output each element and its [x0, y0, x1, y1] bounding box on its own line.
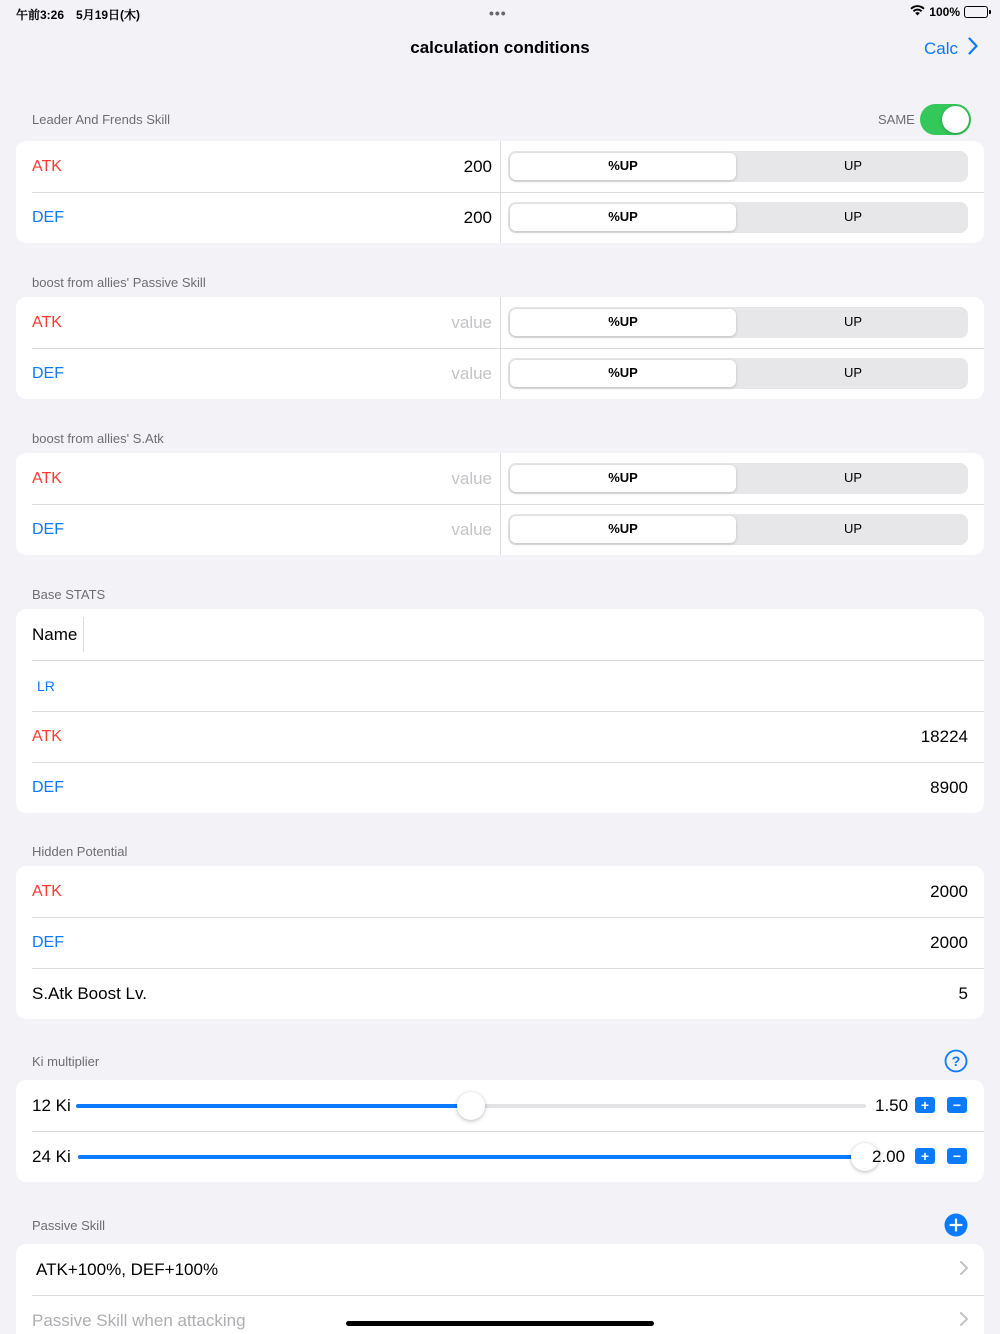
satk-boost-atk-label: ATK — [32, 469, 62, 487]
rarity-row[interactable] — [16, 660, 984, 711]
segment-up[interactable]: UP — [843, 470, 863, 485]
passive-boost-def-row — [16, 348, 984, 399]
same-toggle[interactable] — [920, 104, 971, 135]
ki-12-row — [16, 1080, 984, 1131]
segment-up[interactable]: UP — [843, 365, 863, 380]
satk-boost-atk-input[interactable]: value — [451, 468, 492, 488]
base-def-input[interactable]: 8900 — [930, 777, 968, 797]
calc-button[interactable] — [924, 37, 978, 60]
passive-boost-atk-segmented-control[interactable] — [508, 307, 968, 338]
satk-level-label: S.Atk Boost Lv. — [32, 983, 147, 1003]
satk-level-row — [16, 968, 984, 1019]
battery-icon — [964, 6, 988, 18]
passive-boost-def-segmented-control[interactable] — [508, 358, 968, 389]
passive-boost-card — [16, 297, 984, 399]
satk-boost-def-input[interactable]: value — [451, 519, 492, 539]
segment-percent-up[interactable]: %UP — [608, 470, 638, 485]
status-right — [910, 4, 988, 19]
ki-12-value: 1.50 — [875, 1095, 909, 1115]
passive-attacking-row[interactable] — [16, 1295, 984, 1334]
base-atk-label: ATK — [32, 727, 62, 745]
segment-percent-up[interactable]: %UP — [608, 158, 638, 173]
chevron-right-icon — [960, 1310, 968, 1331]
navigation-bar — [0, 30, 1000, 70]
rarity-value[interactable]: LR — [37, 677, 55, 694]
hidden-card — [16, 866, 984, 1019]
leader-def-label: DEF — [32, 208, 64, 226]
satk-boost-atk-segmented-control[interactable] — [508, 463, 968, 494]
satk-boost-def-row — [16, 504, 984, 555]
passive-attacking-placeholder: Passive Skill when attacking — [32, 1310, 246, 1330]
base-def-row — [16, 762, 984, 813]
column-divider — [500, 192, 501, 243]
base-atk-input[interactable]: 18224 — [920, 726, 968, 746]
hidden-def-row — [16, 917, 984, 968]
segment-up[interactable]: UP — [843, 314, 863, 329]
ki-12-slider-thumb[interactable] — [457, 1092, 485, 1120]
passive-skill-row[interactable] — [16, 1244, 984, 1295]
ki-12-label: 12 Ki — [32, 1095, 71, 1115]
column-divider — [500, 504, 501, 555]
name-label: Name — [32, 624, 78, 644]
status-time: 午前3:26 5月19日(木) — [16, 8, 141, 22]
satk-boost-def-label: DEF — [32, 520, 64, 538]
satk-level-input[interactable]: 5 — [958, 983, 968, 1003]
base-atk-row — [16, 711, 984, 762]
segment-up[interactable]: UP — [843, 158, 863, 173]
hidden-section-header: Hidden Potential — [32, 844, 128, 859]
svg-text:?: ? — [951, 1053, 961, 1069]
satk-boost-section-header: boost from allies' S.Atk — [32, 431, 164, 446]
segment-up[interactable]: UP — [843, 521, 863, 536]
column-divider — [500, 348, 501, 399]
passive-boost-atk-row — [16, 297, 984, 348]
name-divider — [83, 617, 84, 652]
segment-percent-up[interactable]: %UP — [608, 365, 638, 380]
satk-boost-atk-row — [16, 453, 984, 504]
plus-circle-icon[interactable] — [944, 1213, 968, 1237]
same-label: SAME — [878, 112, 915, 127]
name-row[interactable] — [16, 609, 984, 660]
slider-progress — [78, 1155, 865, 1159]
base-stats-card — [16, 609, 984, 813]
leader-atk-label: ATK — [32, 157, 62, 175]
leader-section-header: Leader And Frends Skill — [32, 112, 171, 127]
satk-boost-card — [16, 453, 984, 555]
calc-label: Calc — [923, 38, 958, 58]
wifi-icon — [910, 4, 925, 19]
leader-card — [16, 141, 984, 243]
ki-24-increment-button[interactable]: + — [915, 1148, 935, 1164]
chevron-right-icon — [960, 1259, 968, 1280]
home-indicator[interactable] — [346, 1321, 654, 1326]
page-title: calculation conditions — [410, 38, 590, 57]
passive-section-header: Passive Skill — [32, 1218, 105, 1233]
leader-def-row — [16, 192, 984, 243]
chevron-right-icon — [968, 37, 978, 60]
ki-24-label: 24 Ki — [32, 1146, 71, 1166]
column-divider — [500, 297, 501, 348]
segment-percent-up[interactable]: %UP — [608, 521, 638, 536]
satk-boost-def-segmented-control[interactable] — [508, 514, 968, 545]
toggle-knob — [942, 106, 969, 133]
ki-24-row — [16, 1131, 984, 1182]
segment-percent-up[interactable]: %UP — [608, 209, 638, 224]
column-divider — [500, 141, 501, 192]
column-divider — [500, 453, 501, 504]
hidden-atk-label: ATK — [32, 882, 62, 900]
hidden-def-label: DEF — [32, 933, 64, 951]
leader-atk-row — [16, 141, 984, 192]
base-stats-section-header: Base STATS — [32, 587, 106, 602]
ki-card — [16, 1080, 984, 1182]
hidden-atk-input[interactable]: 2000 — [930, 881, 968, 901]
passive-boost-atk-label: ATK — [32, 313, 62, 331]
help-circle-icon[interactable] — [944, 1049, 968, 1073]
status-bar — [0, 0, 1000, 24]
hidden-atk-row — [16, 866, 984, 917]
leader-def-segmented-control[interactable] — [508, 202, 968, 233]
base-def-label: DEF — [32, 778, 64, 796]
battery-percent: 100% — [929, 4, 960, 19]
ki-12-decrement-button[interactable]: − — [947, 1097, 967, 1113]
passive-skill-text: ATK+100%, DEF+100% — [36, 1259, 219, 1279]
leader-def-input[interactable]: 200 — [463, 207, 492, 227]
leader-atk-segmented-control[interactable] — [508, 151, 968, 182]
ki-12-increment-button[interactable]: + — [915, 1097, 935, 1113]
passive-boost-def-input[interactable]: value — [451, 363, 492, 383]
slider-progress — [76, 1104, 471, 1108]
ki-24-slider[interactable] — [78, 1155, 865, 1159]
segment-up[interactable]: UP — [843, 209, 863, 224]
passive-boost-section-header: boost from allies' Passive Skill — [32, 275, 206, 290]
ki-24-value: 2.00 — [872, 1146, 906, 1166]
segment-percent-up[interactable]: %UP — [608, 314, 638, 329]
passive-boost-atk-input[interactable]: value — [451, 312, 492, 332]
hidden-def-input[interactable]: 2000 — [930, 932, 968, 952]
ki-24-decrement-button[interactable]: − — [947, 1148, 967, 1164]
ki-section-header: Ki multiplier — [32, 1054, 100, 1069]
multitasking-dots[interactable]: ••• — [489, 5, 507, 21]
passive-boost-def-label: DEF — [32, 364, 64, 382]
name-input[interactable] — [92, 619, 968, 650]
leader-atk-input[interactable]: 200 — [463, 156, 492, 176]
